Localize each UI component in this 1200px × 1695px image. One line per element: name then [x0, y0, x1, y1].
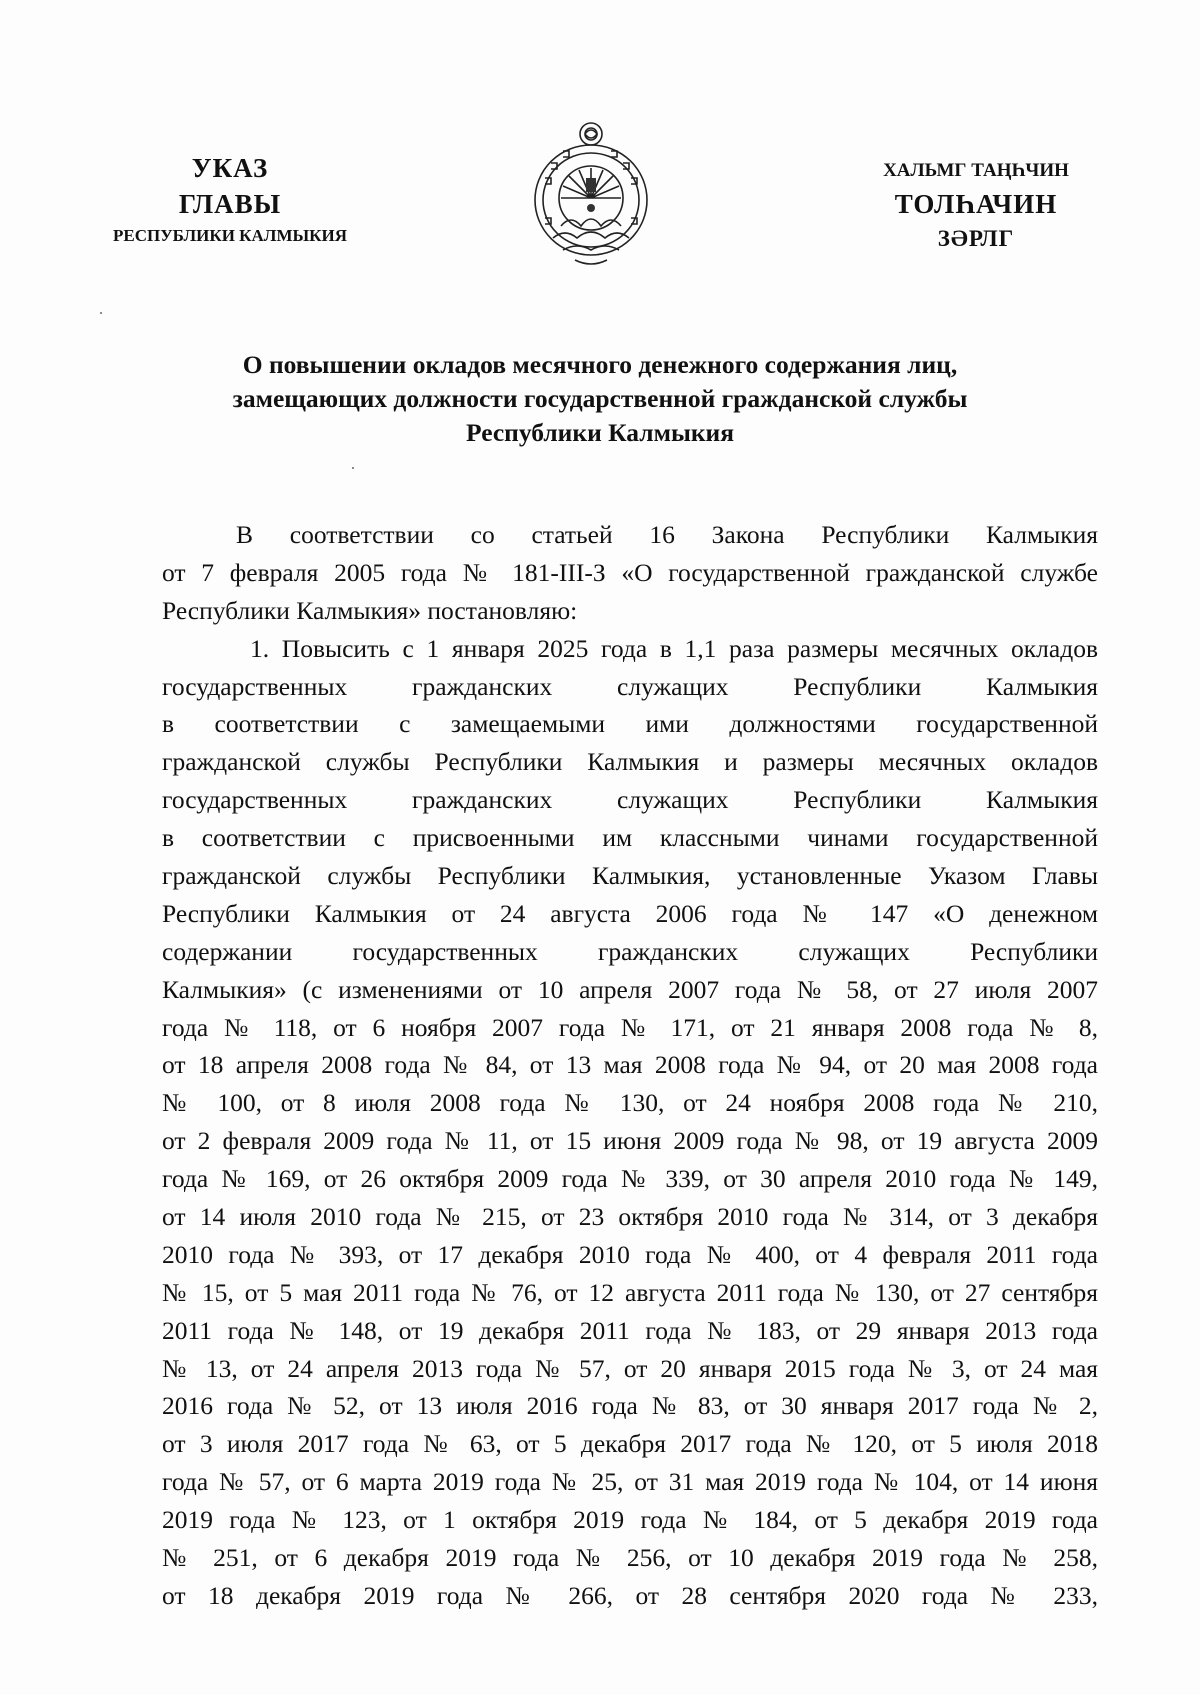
scan-speck — [100, 312, 102, 314]
body-line: в соответствии с замещаемыми ими должностями государственной — [162, 709, 1098, 739]
body-line: года № 118, от 6 ноября 2007 года № 171, от 21 января 2008 года № 8, — [162, 1012, 1098, 1042]
body-line: в соответствии с присвоенными им классными чинами государственной — [162, 823, 1098, 853]
body-line: государственных гражданских служащих Республики Калмыкия — [162, 671, 1098, 701]
body-line: гражданской службы Республики Калмыкия, установленные Указом Главы — [162, 861, 1098, 891]
header-right-line2: ТОЛҺАЧИН — [894, 189, 1058, 219]
body-line: 2019 года № 123, от 1 октября 2019 года № 184, от 5 декабря 2019 года — [162, 1505, 1098, 1535]
body-line: № 251, от 6 декабря 2019 года № 256, от 10 декабря 2019 года № 258, — [162, 1543, 1098, 1573]
body-line: гражданской службы Республики Калмыкия и размеры месячных окладов — [162, 747, 1098, 777]
body-line: от 7 февраля 2005 года № 181-III-З «О государственной гражданской службе — [162, 557, 1098, 587]
body-line: года № 169, от 26 октября 2009 года № 339, от 30 апреля 2010 года № 149, — [162, 1164, 1098, 1194]
body-line: от 18 декабря 2019 года № 266, от 28 сентября 2020 года № 233, — [162, 1580, 1098, 1610]
body-line: от 2 февраля 2009 года № 11, от 15 июня 2009 года № 98, от 19 августа 2009 — [162, 1126, 1098, 1156]
title-line: замещающих должности государственной гражданской службы — [232, 384, 968, 413]
body-line: 2011 года № 148, от 19 декабря 2011 года № 183, от 29 января 2013 года — [162, 1315, 1098, 1345]
title-line: Республики Калмыкия — [465, 418, 735, 447]
header-left-block — [80, 150, 380, 250]
body-line: 2016 года № 52, от 13 июля 2016 года № 83, от 30 января 2017 года № 2, — [162, 1391, 1098, 1421]
body-line: Республики Калмыкия от 24 августа 2006 года № 147 «О денежном — [162, 898, 1098, 928]
body-line: содержании государственных гражданских служащих Республики — [162, 936, 1098, 966]
header-left-line3: РЕСПУБЛИКИ КАЛМЫКИЯ — [112, 226, 348, 245]
document-title — [120, 348, 1080, 450]
body-line: Республики Калмыкия» постановляю: — [162, 595, 578, 625]
body-line: 1. Повысить с 1 января 2025 года в 1,1 раза размеры месячных окладов — [250, 633, 1098, 663]
title-line: О повышении окладов месячного денежного содержания лиц, — [242, 350, 958, 379]
body-line: В соответствии со статьей 16 Закона Республики Калмыкия — [236, 520, 1098, 549]
body-line: от 14 июля 2010 года № 215, от 23 октября 2010 года № 314, от 3 декабря — [162, 1202, 1098, 1232]
body-line: государственных гражданских служащих Республики Калмыкия — [162, 785, 1098, 815]
header-left-line1: УКАЗ — [191, 153, 269, 183]
header-right-line1: ХАЛЬМГ ТАҢҺЧИН — [883, 160, 1069, 181]
document-body — [162, 516, 1098, 1615]
body-line: № 15, от 5 мая 2011 года № 76, от 12 августа 2011 года № 130, от 27 сентября — [162, 1277, 1098, 1307]
body-line: года № 57, от 6 марта 2019 года № 25, от 31 мая 2019 года № 104, от 14 июня — [162, 1467, 1098, 1497]
body-line: 2010 года № 393, от 17 декабря 2010 года № 400, от 4 февраля 2011 года — [162, 1239, 1098, 1269]
header-right-line3: ЗӘРЛГ — [937, 226, 1015, 251]
body-line: Калмыкия» (с изменениями от 10 апреля 2007 года № 58, от 27 июля 2007 — [162, 974, 1098, 1004]
scan-speck — [352, 467, 354, 469]
body-line: № 13, от 24 апреля 2013 года № 57, от 20 января 2015 года № 3, от 24 мая — [162, 1353, 1098, 1383]
body-line: от 3 июля 2017 года № 63, от 5 декабря 2017 года № 120, от 5 июля 2018 — [162, 1429, 1098, 1459]
coat-of-arms-icon — [523, 118, 659, 268]
header-right-block — [826, 156, 1126, 256]
body-line: № 100, от 8 июля 2008 года № 130, от 24 ноября 2008 года № 210, — [162, 1088, 1098, 1118]
body-line: от 18 апреля 2008 года № 84, от 13 мая 2008 года № 94, от 20 мая 2008 года — [162, 1050, 1098, 1080]
header-left-line2: ГЛАВЫ — [178, 189, 282, 219]
